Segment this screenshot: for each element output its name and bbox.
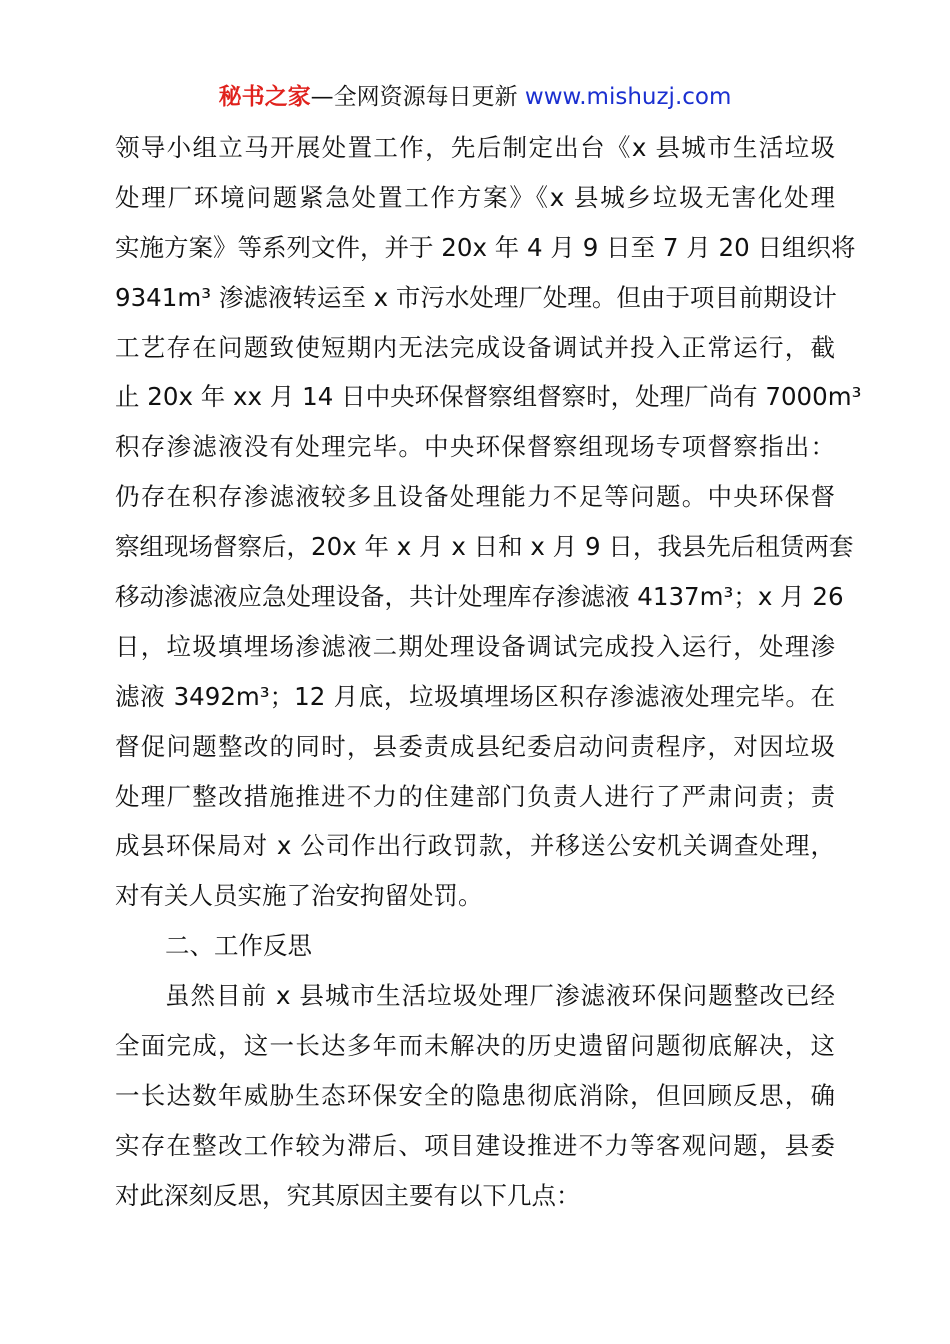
text-line: 成县环保局对 x 公司作出行政罚款，并移送公安机关调查处理， <box>115 831 835 861</box>
text-line: 虽然目前 x 县城市生活垃圾处理厂渗滤液环保问题整改已经 <box>165 981 835 1011</box>
text-line: 全面完成，这一长达多年而未解决的历史遗留问题彻底解决，这 <box>115 1031 835 1061</box>
text-line: 实存在整改工作较为滞后、项目建设推进不力等客观问题，县委 <box>115 1130 835 1160</box>
text-line: 对有关人员实施了治安拘留处罚。 <box>115 881 483 911</box>
text-line: 日，垃圾填埋场渗滤液二期处理设备调试完成投入运行，处理渗 <box>115 631 835 661</box>
text-line: 一长达数年威胁生态环保安全的隐患彻底消除，但回顾反思，确 <box>115 1080 835 1110</box>
text-line: 处理厂环境问题紧急处置工作方案》《x 县城乡垃圾无害化处理 <box>115 182 835 212</box>
text-line: 察组现场督察后，20x 年 x 月 x 日和 x 月 9 日，我县先后租赁两套 <box>115 532 854 562</box>
site-url: www.mishuzj.com <box>524 84 732 110</box>
text-line: 仍存在积存渗滤液较多且设备处理能力不足等问题。中央环保督 <box>115 482 835 512</box>
site-tagline: —全网资源每日更新 <box>310 84 525 110</box>
text-line: 督促问题整改的同时，县委责成县纪委启动问责程序，对因垃圾 <box>115 731 835 761</box>
section-heading: 二、工作反思 <box>165 931 312 961</box>
document-body <box>115 123 862 1221</box>
text-line: 滤液 3492m³；12 月底，垃圾填埋场区积存渗滤液处理完毕。在 <box>115 681 835 711</box>
text-line: 9341m³ 渗滤液转运至 x 市污水处理厂处理。但由于项目前期设计 <box>115 282 837 312</box>
text-line: 处理厂整改措施推进不力的住建部门负责人进行了严肃问责；责 <box>115 781 835 811</box>
text-line: 止 20x 年 xx 月 14 日中央环保督察组督察时，处理厂尚有 7000m³ <box>115 382 862 412</box>
site-watermark-header <box>0 80 950 114</box>
text-line: 对此深刻反思，究其原因主要有以下几点： <box>115 1180 581 1210</box>
text-line: 领导小组立马开展处置工作，先后制定出台《x 县城市生活垃圾 <box>115 133 835 162</box>
text-line: 实施方案》等系列文件，并于 20x 年 4 月 9 日至 7 月 20 日组织将 <box>115 232 856 262</box>
text-line: 工艺存在问题致使短期内无法完成设备调试并投入正常运行，截 <box>115 332 835 362</box>
text-line: 移动渗滤液应急处理设备，共计处理库存渗滤液 4137m³；x 月 26 <box>115 582 844 612</box>
site-brand: 秘书之家 <box>218 84 311 110</box>
text-line: 积存渗滤液没有处理完毕。中央环保督察组现场专项督察指出： <box>115 432 835 462</box>
